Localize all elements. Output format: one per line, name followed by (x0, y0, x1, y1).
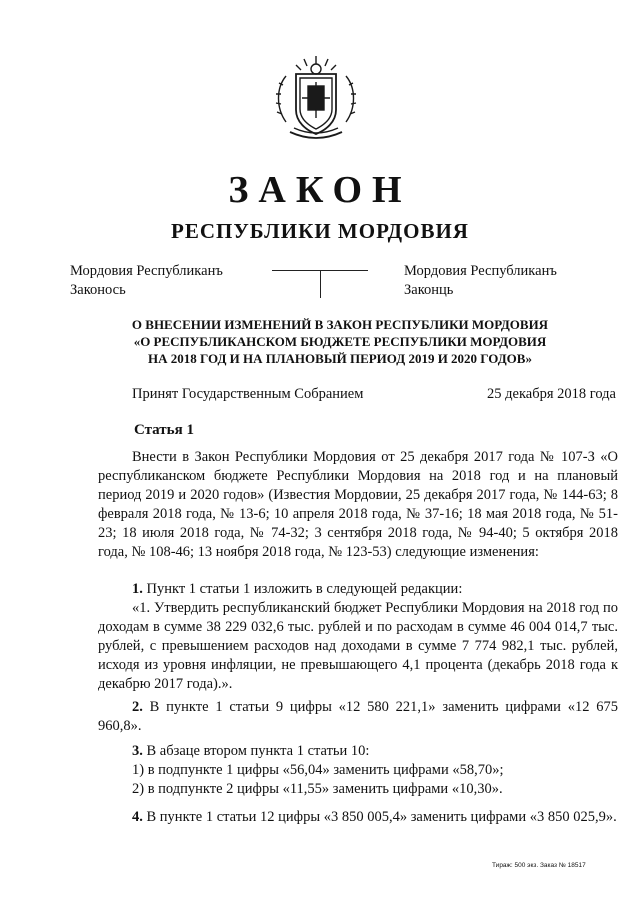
header-left-mokshan (70, 262, 223, 300)
header-right-erzyan (404, 262, 557, 300)
law-title: ЗАКОН (228, 169, 412, 211)
law-heading-line1: О ВНЕСЕНИИ ИЗМЕНЕНИЙ В ЗАКОН РЕСПУБЛИКИ МОРДОВИЯ (131, 317, 549, 332)
header-divider-vertical (320, 270, 321, 298)
item-3-number: 3. (132, 743, 143, 759)
law-heading (120, 316, 560, 367)
article-title: Статья 1 (134, 422, 194, 438)
item-3-heading (98, 742, 618, 761)
law-subtitle: РЕСПУБЛИКИ МОРДОВИЯ (171, 219, 469, 243)
adoption-text: Принят Государственным Собранием (132, 386, 364, 402)
item-1-text: Пункт 1 статьи 1 изложить в следующей редакции: (146, 581, 463, 597)
item-1 (98, 580, 618, 694)
item-3-sub-2: 2) в подпункте 2 цифры «11,55» заменить цифрами «10,30». (132, 781, 503, 797)
item-4 (98, 808, 618, 827)
item-2 (98, 698, 618, 736)
adoption-date: 25 декабря 2018 года (487, 386, 616, 402)
item-1-quote: «1. Утвердить республиканский бюджет Республики Мордовия на 2018 год по доходам в сумме 38 229 032,6 тыс. рублей и по расходам в сумме 46 004 014,7 тыс. рублей, с превышением расходов над доходами в сумме 7 774 982,1 тыс. рублей, исходя из уровня инфляции, не превышающего 4,1 процента (декабрь 2018 года к декабрю 2017 года).». (98, 600, 618, 692)
item-3 (98, 742, 618, 799)
article-intro: Внести в Закон Республики Мордовия от 25 декабря 2017 года № 107-З «О республиканском бюджете Республики Мордовия на 2018 год и на плановый период 2019 и 2020 годов» (Известия Мордовии, 25 декабря 2017 года, № 144-63; 8 февраля 2018 года, № 13-6; 10 апреля 2018 года, № 37-16; 18 мая 2018 года, № 51-23; 18 июля 2018 года, № 74-32; 3 сентября 2018 года, № 94-40; 5 октября 2018 года, № 108-46; 13 ноября 2018 года, № 123-53) следующие изменения: (98, 449, 618, 560)
header-left-line2: Законось (70, 282, 126, 298)
item-1-number: 1. (132, 581, 143, 597)
header-left-line1: Мордовия Республиканъ (70, 263, 223, 279)
coat-of-arms-icon (272, 52, 360, 144)
item-3-text: В абзаце втором пункта 1 статьи 10: (146, 743, 370, 759)
item-2-number: 2. (132, 699, 143, 715)
item-1-heading (98, 580, 618, 599)
item-2-text: В пункте 1 статьи 9 цифры «12 580 221,1» заменить цифрами «12 675 960,8». (98, 699, 618, 734)
item-3-sub-1: 1) в подпункте 1 цифры «56,04» заменить цифрами «58,70»; (132, 762, 504, 778)
print-run-info: Тираж: 500 экз. Заказ № 18517 (492, 862, 586, 869)
item-4-text: В пункте 1 статьи 12 цифры «3 850 005,4» заменить цифрами «3 850 025,9». (146, 809, 617, 825)
item-4-number: 4. (132, 809, 143, 825)
law-heading-line2: «О РЕСПУБЛИКАНСКОМ БЮДЖЕТЕ РЕСПУБЛИКИ МОРДОВИЯ (133, 334, 547, 349)
header-right-line2: Законць (404, 282, 454, 298)
header-right-line1: Мордовия Республиканъ (404, 263, 557, 279)
law-heading-line3: НА 2018 ГОД И НА ПЛАНОВЫЙ ПЕРИОД 2019 И 2020 ГОДОВ» (148, 351, 532, 366)
